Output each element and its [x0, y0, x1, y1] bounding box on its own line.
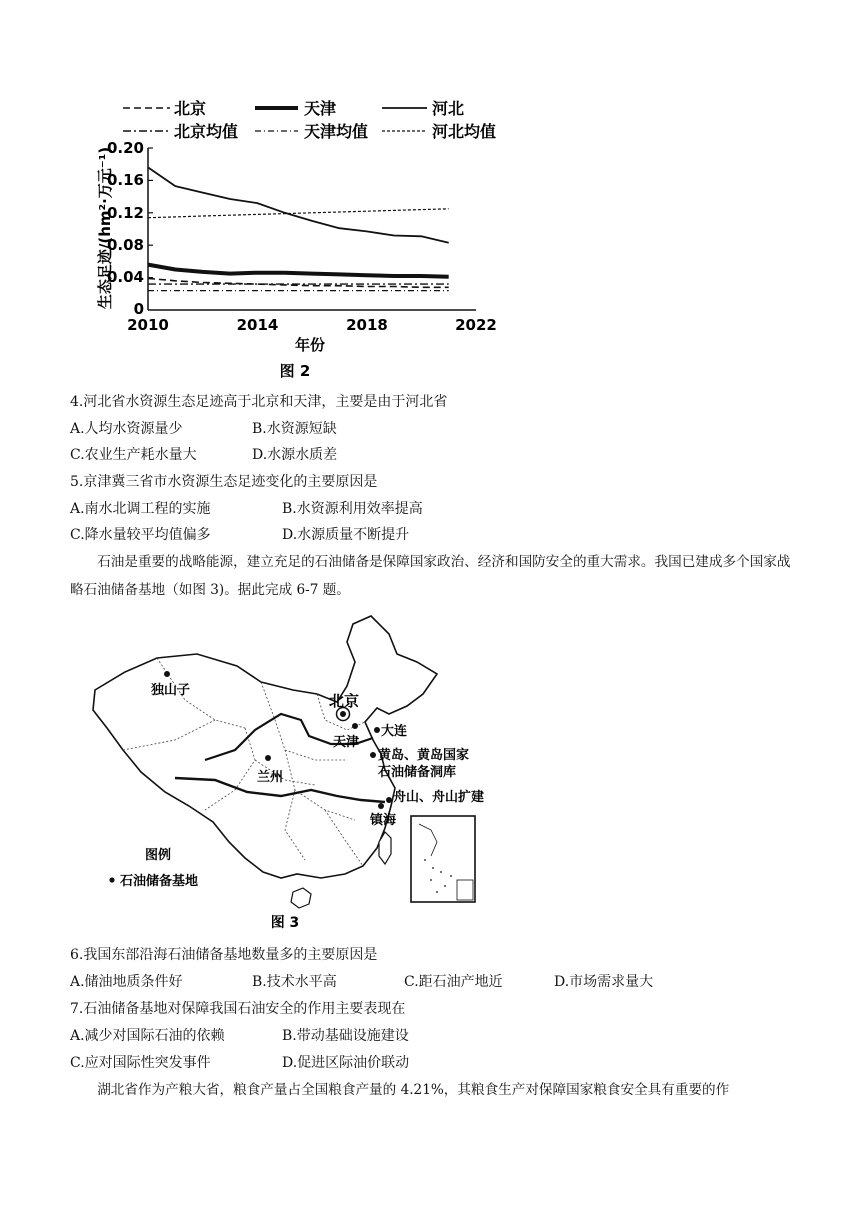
marker-tianjin — [352, 723, 358, 729]
label-dushanzi: 独山子 — [151, 683, 191, 698]
x-ticks — [127, 316, 497, 334]
y-tick-label: 0.08 — [106, 236, 144, 254]
marker-dalian — [374, 727, 380, 733]
question-5-option-d: D.水源质量不断提升 — [282, 527, 410, 543]
legend-label-hebei: 河北 — [432, 99, 465, 118]
y-tick-label: 0.12 — [106, 204, 144, 222]
question-5-option-a: A.南水北调工程的实施 — [70, 501, 211, 517]
y-tick-label: 0.04 — [106, 268, 144, 286]
label-huangdao-1: 黄岛、黄岛国家 — [378, 748, 470, 763]
question-4-option-c: C.农业生产耗水量大 — [70, 447, 197, 463]
question-4-option-b: B.水资源短缺 — [252, 421, 337, 437]
question-6-option-b: B.技术水平高 — [252, 974, 337, 990]
series-line-hebei — [148, 167, 449, 242]
question-4-option-a: A.人均水资源量少 — [70, 421, 183, 437]
south-china-sea-inset — [411, 816, 475, 902]
x-axis-title: 年份 — [294, 336, 326, 354]
legend-label-beijing-avg: 北京均值 — [174, 122, 239, 141]
hainan-island — [291, 888, 311, 908]
series-line-beijing — [148, 278, 449, 287]
question-6-option-a: A.储油地质条件好 — [70, 974, 183, 990]
question-5-option-b: B.水资源利用效率提高 — [282, 501, 423, 517]
marker-beijing — [340, 711, 346, 717]
figure-2-caption: 图 2 — [279, 362, 311, 380]
label-beijing: 北京 — [329, 692, 360, 710]
marker-zhoushan — [386, 797, 392, 803]
label-lanzhou: 兰州 — [257, 770, 284, 785]
legend-label-hebei-avg: 河北均值 — [432, 122, 497, 141]
x-tick-label: 2010 — [127, 316, 169, 334]
question-5-stem: 5.京津冀三省市水资源生态足迹变化的主要原因是 — [70, 474, 378, 490]
legend-label-tianjin-avg: 天津均值 — [304, 122, 369, 141]
hubei-intro-paragraph: 湖北省作为产粮大省，粮食产量占全国粮食产量的 4.21%，其粮食生产对保障国家粮食安全具有重要的作 — [97, 1082, 730, 1098]
label-zhenhai: 镇海 — [370, 813, 397, 828]
chart-legend — [123, 99, 496, 141]
question-6-option-d: D.市场需求量大 — [554, 974, 654, 990]
figure-2-chart — [90, 88, 520, 388]
label-zhoushan: 舟山、舟山扩建 — [393, 790, 485, 805]
oil-intro-paragraph: 石油是重要的战略能源，建立充足的石油储备是保障国家政治、经济和国防安全的重大需求。我国已建成多个国家战略石油储备基地（如图 3)。据此完成 6-7 题。 — [70, 554, 791, 598]
marker-lanzhou — [265, 755, 271, 761]
x-tick-label: 2014 — [236, 316, 279, 334]
x-tick-label: 2018 — [346, 316, 388, 334]
x-tick-label: 2022 — [455, 316, 497, 334]
map-legend-label: 石油储备基地 — [120, 874, 199, 889]
marker-dushanzi — [164, 671, 170, 677]
label-dalian: 大连 — [381, 724, 408, 739]
question-7-option-c: C.应对国际性突发事件 — [70, 1055, 211, 1071]
question-7-option-a: A.减少对国际石油的依赖 — [70, 1028, 225, 1044]
label-tianjin: 天津 — [333, 735, 360, 750]
y-tick-label: 0 — [133, 300, 144, 318]
map-legend-title: 图例 — [145, 848, 172, 863]
question-7-stem: 7.石油储备基地对保障我国石油安全的作用主要表现在 — [70, 1001, 406, 1017]
question-7-option-d: D.促进区际油价联动 — [282, 1055, 410, 1071]
series-layer — [148, 167, 449, 290]
map-legend — [109, 847, 198, 889]
figure-3-map — [85, 610, 505, 940]
question-6-stem: 6.我国东部沿海石油储备基地数量多的主要原因是 — [70, 947, 378, 963]
question-4-stem: 4.河北省水资源生态足迹高于北京和天津，主要是由于河北省 — [70, 394, 448, 410]
figure-3-caption: 图 3 — [270, 915, 300, 931]
map-legend-marker — [109, 877, 114, 882]
label-huangdao-2: 石油储备洞库 — [378, 765, 457, 780]
marker-huangdao — [370, 752, 376, 758]
marker-zhenhai — [378, 803, 384, 809]
legend-label-tianjin: 天津 — [304, 99, 337, 118]
legend-label-beijing: 北京 — [174, 99, 207, 118]
question-4-option-d: D.水源水质差 — [252, 447, 338, 463]
question-7-option-b: B.带动基础设施建设 — [282, 1028, 409, 1044]
y-tick-label: 0.20 — [106, 139, 144, 157]
question-6-option-c: C.距石油产地近 — [404, 974, 503, 990]
series-line-tianjin — [148, 265, 449, 277]
y-tick-label: 0.16 — [106, 171, 144, 189]
question-5-option-c: C.降水量较平均值偏多 — [70, 527, 211, 543]
y-axis-title: 生态足迹/(hm²·万元⁻¹) — [96, 146, 114, 310]
